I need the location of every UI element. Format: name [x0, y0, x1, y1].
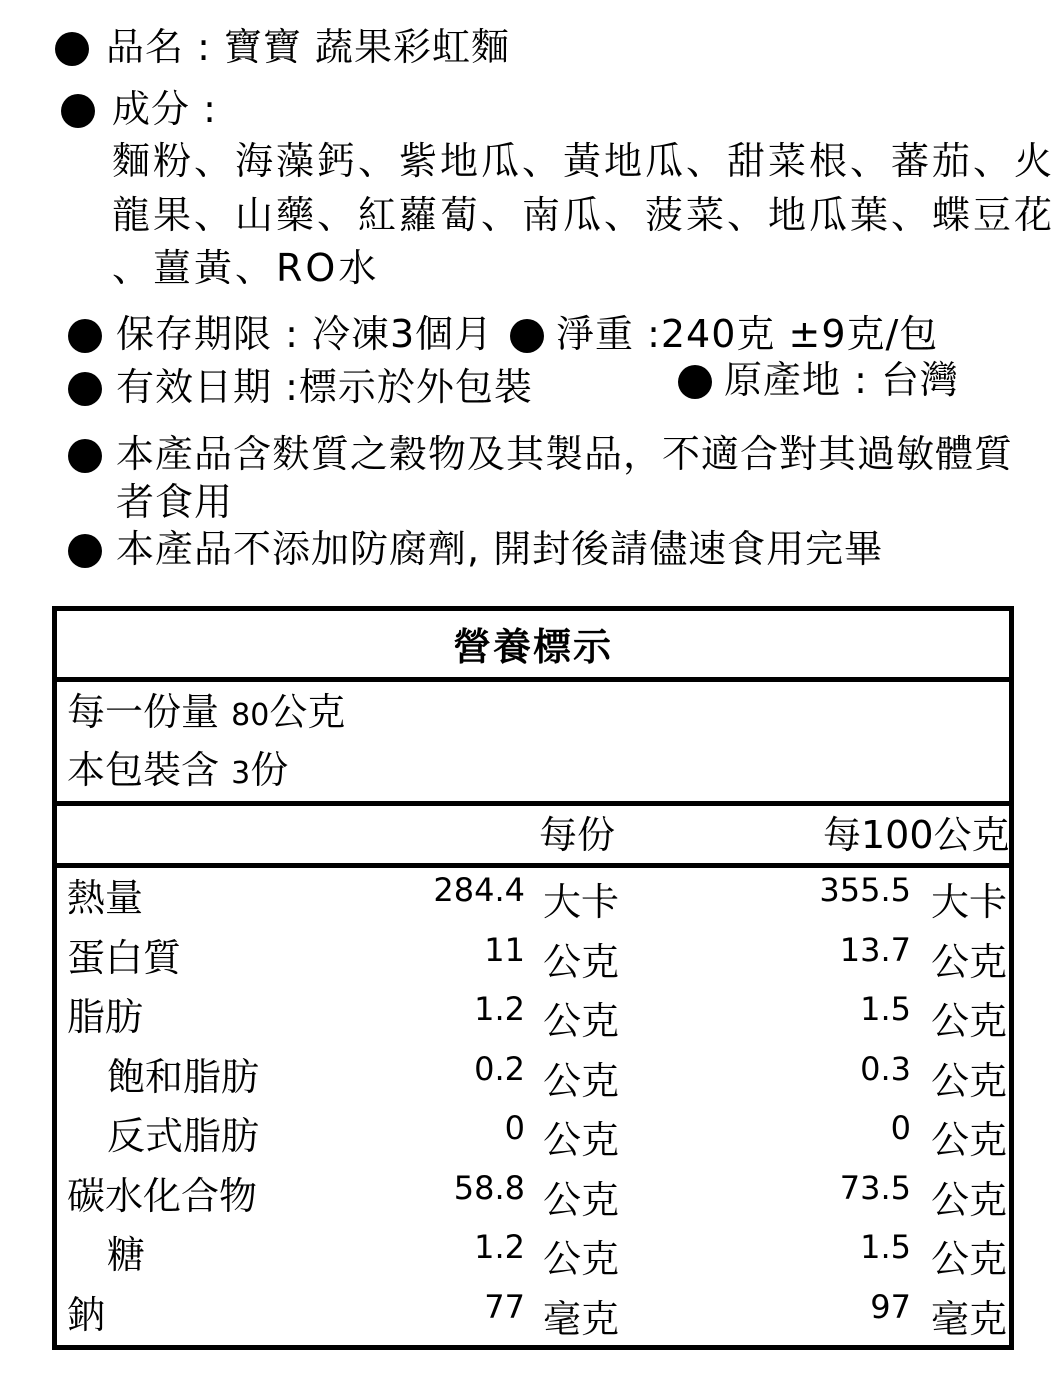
serving-size-unit: 公克	[269, 690, 346, 734]
value-per-100g: 0	[890, 1109, 911, 1147]
expiry-date: 有效日期 :標示於外包裝	[116, 365, 533, 409]
nutrient-row	[57, 869, 1009, 927]
divider	[57, 677, 1009, 682]
value-per-100g: 97	[870, 1287, 911, 1326]
unit-per-100g: 公克	[931, 1177, 1008, 1222]
nutrient-row	[57, 1167, 1009, 1225]
ingredients-line: 麵粉、海藻鈣、紫地瓜、黃地瓜、甜菜根、蕃茄、火	[112, 139, 1056, 183]
nutrient-name: 反式脂肪	[107, 1114, 260, 1158]
nutrition-title: 營養標示	[452, 625, 613, 669]
value-per-100g: 1.5	[860, 1228, 911, 1266]
net-weight: 淨重 :240克 ±9克/包	[556, 312, 939, 356]
nutrient-row	[57, 1048, 1009, 1106]
unit-per-serving: 毫克	[543, 1296, 620, 1341]
ingredients-line: 龍果、山藥、紅蘿蔔、南瓜、菠菜、地瓜葉、蝶豆花	[112, 193, 1056, 237]
value-per-serving: 11	[484, 930, 525, 969]
nutrient-row	[57, 1107, 1009, 1165]
unit-per-100g: 大卡	[931, 880, 1008, 924]
bullet-icon	[510, 319, 544, 353]
unit-per-100g: 公克	[931, 939, 1008, 984]
unit-per-100g: 公克	[931, 1058, 1008, 1103]
nutrient-row	[57, 1226, 1009, 1284]
unit-per-serving: 公克	[543, 1237, 620, 1281]
nutrient-name: 飽和脂肪	[107, 1054, 260, 1099]
allergen-notice-cont: 者食用	[116, 480, 234, 524]
unit-per-serving: 公克	[543, 939, 620, 984]
origin: 原產地 : 台灣	[724, 358, 959, 402]
unit-per-100g: 公克	[931, 1237, 1008, 1281]
nutrient-name: 碳水化合物	[67, 1173, 258, 1218]
shelf-life: 保存期限 : 冷凍3個月	[116, 312, 494, 356]
column-header-per-serving: 每份	[539, 813, 616, 857]
servings-per-package	[67, 745, 288, 799]
bullet-icon	[68, 372, 102, 406]
servings-unit: 份	[250, 748, 289, 792]
value-per-serving: 0	[504, 1109, 525, 1147]
unit-per-100g: 公克	[931, 1118, 1008, 1162]
value-per-serving: 77	[484, 1287, 525, 1326]
unit-per-serving: 公克	[543, 1177, 620, 1222]
allergen-notice: 本產品含麩質之穀物及其製品，不適合對其過敏體質	[116, 432, 1014, 476]
bullet-icon	[61, 94, 95, 128]
nutrient-row	[57, 1286, 1009, 1344]
serving-size	[67, 687, 345, 741]
bullet-icon	[678, 365, 712, 399]
value-per-100g: 13.7	[839, 930, 911, 969]
nutrient-row	[57, 988, 1009, 1046]
ingredients-title: 成分 :	[112, 87, 217, 131]
value-per-serving: 0.2	[474, 1049, 525, 1088]
value-per-serving: 1.2	[474, 1228, 525, 1266]
value-per-100g: 355.5	[819, 871, 911, 909]
value-per-100g: 73.5	[839, 1168, 911, 1207]
value-per-serving: 1.2	[474, 990, 525, 1028]
bullet-icon	[68, 534, 102, 568]
nutrient-name: 鈉	[67, 1292, 106, 1337]
bullet-icon	[68, 319, 102, 353]
unit-per-serving: 公克	[543, 1058, 620, 1103]
value-per-serving: 284.4	[433, 871, 525, 909]
nutrient-name: 脂肪	[67, 995, 144, 1039]
divider	[57, 801, 1009, 806]
value-per-100g: 0.3	[860, 1049, 911, 1088]
serving-size-value: 80	[231, 698, 270, 733]
nutrient-name: 糖	[107, 1233, 146, 1277]
nutrient-name: 蛋白質	[67, 935, 182, 980]
nutrient-row	[57, 929, 1009, 987]
servings-value: 3	[231, 756, 251, 791]
unit-per-serving: 公克	[543, 1118, 620, 1162]
bullet-icon	[55, 32, 89, 66]
product-name: 品名 : 寶寶 蔬果彩虹麵	[106, 25, 511, 69]
unit-per-100g: 公克	[931, 999, 1008, 1043]
bullet-icon	[68, 439, 102, 473]
unit-per-serving: 大卡	[543, 880, 620, 924]
value-per-serving: 58.8	[453, 1168, 525, 1207]
nutrition-table	[52, 606, 1014, 1350]
unit-per-100g: 毫克	[931, 1296, 1008, 1341]
nutrient-name: 熱量	[67, 876, 144, 920]
ingredients-line: 、薑黃、RO水	[112, 246, 380, 290]
value-per-100g: 1.5	[860, 990, 911, 1028]
unit-per-serving: 公克	[543, 999, 620, 1043]
servings-label: 本包裝含	[67, 748, 220, 792]
serving-size-label: 每一份量	[67, 690, 220, 734]
column-header-per-100g: 每100公克	[823, 813, 1010, 857]
no-preservatives-notice: 本產品不添加防腐劑, 開封後請儘速食用完畢	[116, 527, 884, 571]
